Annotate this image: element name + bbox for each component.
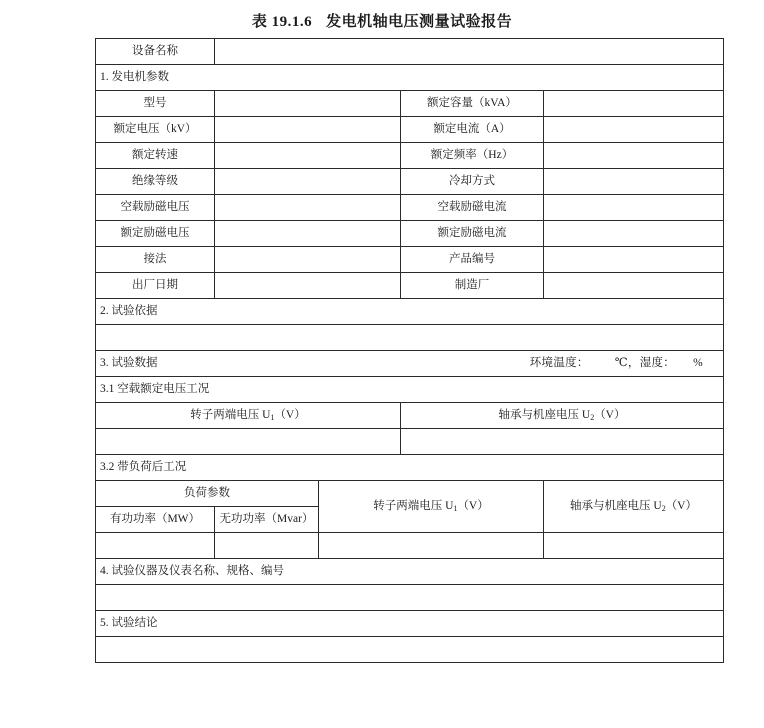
test-basis-value[interactable] — [96, 325, 724, 351]
section-4-row — [96, 559, 724, 585]
load-col3-text: 转子两端电压 U — [373, 499, 454, 512]
conclusion-value[interactable] — [96, 637, 724, 663]
section-1-heading: 1. 发电机参数 — [96, 65, 724, 91]
param-label-left: 额定转速 — [96, 143, 215, 169]
param-value-right[interactable] — [544, 117, 724, 143]
param-value-left[interactable] — [215, 221, 401, 247]
param-label-left: 空载励磁电压 — [96, 195, 215, 221]
param-label-left: 额定励磁电压 — [96, 221, 215, 247]
load-col3-header — [319, 481, 544, 533]
section-2-row — [96, 299, 724, 325]
ambient-temp-label: 环境温度： — [529, 356, 589, 369]
load-col4-unit: （V） — [665, 499, 697, 512]
load-data-row — [96, 533, 724, 559]
section-5-heading: 5. 试验结论 — [96, 611, 724, 637]
table-row — [96, 273, 724, 299]
section-3-2-row — [96, 455, 724, 481]
load-reactive-power-value[interactable] — [215, 533, 319, 559]
section-1-row — [96, 65, 724, 91]
no-load-col1-value[interactable] — [96, 429, 401, 455]
param-label-left: 绝缘等级 — [96, 169, 215, 195]
no-load-col1-subscript: 1 — [270, 412, 275, 422]
param-label-right: 产品编号 — [401, 247, 544, 273]
param-label-right: 空载励磁电流 — [401, 195, 544, 221]
param-value-right[interactable] — [544, 273, 724, 299]
load-group-header: 负荷参数 — [96, 481, 319, 507]
param-label-left: 额定电压（kV） — [96, 117, 215, 143]
param-value-left[interactable] — [215, 117, 401, 143]
no-load-col1-header — [96, 403, 401, 429]
equipment-name-label: 设备名称 — [96, 39, 215, 65]
no-load-col2-text: 轴承与机座电压 U — [498, 408, 591, 421]
load-col3-subscript: 1 — [453, 503, 458, 513]
load-col3-value[interactable] — [319, 533, 544, 559]
no-load-col2-value[interactable] — [401, 429, 724, 455]
load-col3-unit: （V） — [457, 499, 489, 512]
param-value-right[interactable] — [544, 221, 724, 247]
param-value-left[interactable] — [215, 273, 401, 299]
humidity-unit: % — [693, 356, 703, 369]
section-3-2-heading: 3.2 带负荷后工况 — [96, 455, 724, 481]
load-col4-subscript: 2 — [661, 503, 666, 513]
load-col4-header — [544, 481, 724, 533]
no-load-col1-unit: （V） — [274, 408, 306, 421]
param-label-right: 额定频率（Hz） — [401, 143, 544, 169]
generator-shaft-voltage-report-table — [95, 38, 724, 663]
load-reactive-power-header: 无功功率（Mvar） — [215, 507, 319, 533]
param-label-right: 制造厂 — [401, 273, 544, 299]
table-row — [96, 247, 724, 273]
environment-conditions — [530, 357, 719, 370]
section-3-row — [96, 351, 724, 377]
page-title — [0, 10, 764, 31]
param-value-right[interactable] — [544, 247, 724, 273]
conclusion-input-row — [96, 637, 724, 663]
param-label-left: 型号 — [96, 91, 215, 117]
no-load-data-row — [96, 429, 724, 455]
ambient-temp-unit: ℃，湿度： — [614, 356, 676, 369]
param-value-left[interactable] — [215, 143, 401, 169]
instruments-value[interactable] — [96, 585, 724, 611]
no-load-col1-text: 转子两端电压 U — [190, 408, 271, 421]
param-value-right[interactable] — [544, 91, 724, 117]
no-load-col2-unit: （V） — [594, 408, 626, 421]
param-value-left[interactable] — [215, 195, 401, 221]
table-number: 表 19.1.6 — [251, 14, 313, 30]
load-col4-value[interactable] — [544, 533, 724, 559]
section-3-label: 3. 试验数据 — [100, 356, 158, 369]
no-load-header-row — [96, 403, 724, 429]
param-value-left[interactable] — [215, 247, 401, 273]
table-row — [96, 143, 724, 169]
param-label-right: 额定电流（A） — [401, 117, 544, 143]
param-label-right: 冷却方式 — [401, 169, 544, 195]
param-label-right: 额定容量（kVA） — [401, 91, 544, 117]
table-row — [96, 195, 724, 221]
load-col4-text: 轴承与机座电压 U — [570, 499, 662, 512]
equipment-name-row — [96, 39, 724, 65]
table-row — [96, 221, 724, 247]
param-label-right: 额定励磁电流 — [401, 221, 544, 247]
no-load-col2-subscript: 2 — [590, 412, 595, 422]
param-value-right[interactable] — [544, 143, 724, 169]
load-active-power-value[interactable] — [96, 533, 215, 559]
load-active-power-header: 有功功率（MW） — [96, 507, 215, 533]
no-load-col2-header — [401, 403, 724, 429]
table-row — [96, 169, 724, 195]
param-value-left[interactable] — [215, 169, 401, 195]
section-3-1-heading: 3.1 空载额定电压工况 — [96, 377, 724, 403]
section-4-heading: 4. 试验仪器及仪表名称、规格、编号 — [96, 559, 724, 585]
param-value-left[interactable] — [215, 91, 401, 117]
table-row — [96, 91, 724, 117]
section-5-row — [96, 611, 724, 637]
section-3-heading — [96, 351, 724, 377]
param-value-right[interactable] — [544, 169, 724, 195]
param-label-left: 出厂日期 — [96, 273, 215, 299]
section-3-1-row — [96, 377, 724, 403]
load-header-row-1 — [96, 481, 724, 507]
param-value-right[interactable] — [544, 195, 724, 221]
report-form — [95, 38, 723, 728]
param-label-left: 接法 — [96, 247, 215, 273]
table-title-text: 发电机轴电压测量试验报告 — [326, 14, 513, 30]
instruments-input-row — [96, 585, 724, 611]
test-basis-input-row — [96, 325, 724, 351]
section-2-heading: 2. 试验依据 — [96, 299, 724, 325]
equipment-name-value[interactable] — [215, 39, 724, 65]
table-row — [96, 117, 724, 143]
